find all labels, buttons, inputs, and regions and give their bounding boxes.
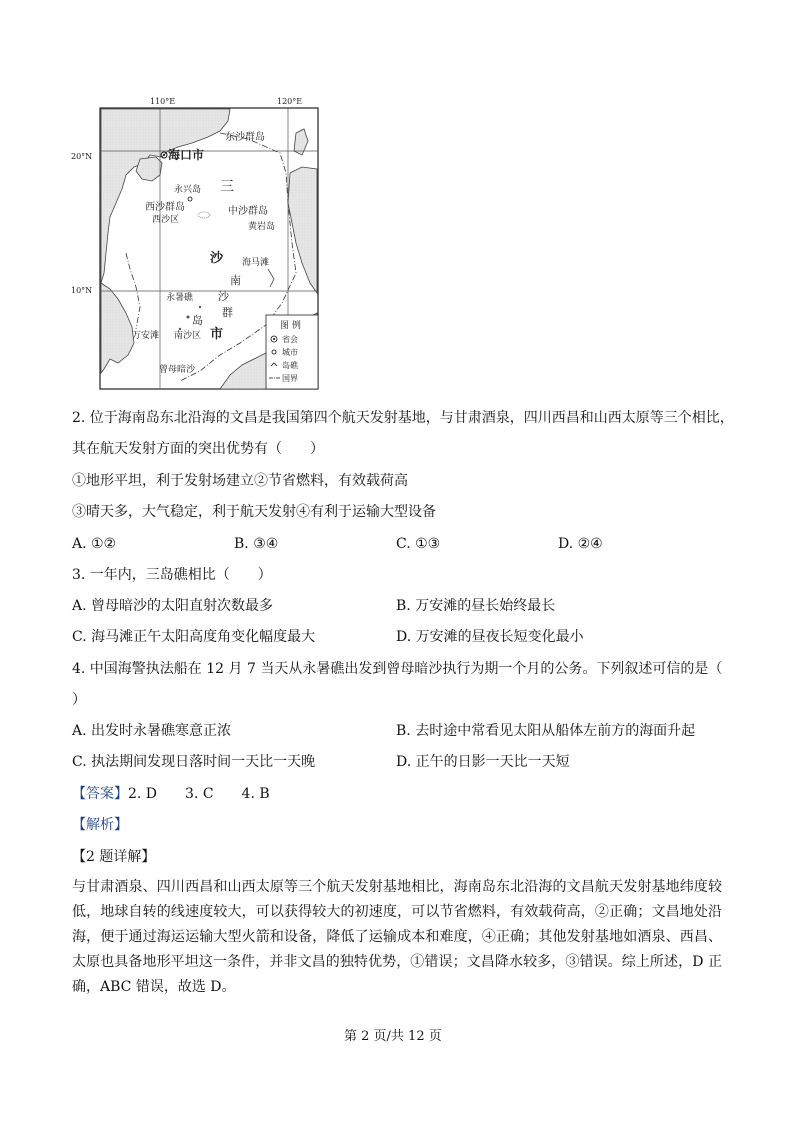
yongshu-label: 永暑礁 xyxy=(166,293,194,303)
legend-reef: 岛礁 xyxy=(282,361,298,370)
q4-choice-d[interactable]: D. 正午的日影一天比一天短 xyxy=(396,754,570,770)
legend-capital: 省会 xyxy=(282,335,298,344)
haima-label: 海马滩 xyxy=(242,258,270,268)
reef-icon xyxy=(179,328,181,330)
q4-choice-b[interactable]: B. 去时途中常看见太阳从船体左前方的海面升起 xyxy=(396,723,696,739)
zengmu-label: 曾母暗沙 xyxy=(159,365,196,375)
legend-border: 国界 xyxy=(282,374,298,383)
legend-city: 城市 xyxy=(282,348,298,357)
yongxing-label: 永兴岛 xyxy=(174,185,202,195)
city-char-3: 南 xyxy=(230,274,241,287)
lat-label-20: 20°N xyxy=(71,152,93,161)
q4-choice-c[interactable]: C. 执法期间发现日落时间一天比一天晚 xyxy=(72,754,316,770)
city-char-5: 群 xyxy=(222,306,233,319)
nansha-district-label: 南沙区 xyxy=(174,331,202,341)
q2-line2: 其在航天发射方面的突出优势有（ ） xyxy=(72,441,324,457)
q2-explanation-paragraph: 与甘肃酒泉、四川西昌和山西太原等三个航天发射基地相比，海南岛东北沿海的文昌航天发射基地纬度较低，地球自转的线速度较大，可以获得较大的初速度，可以节省燃料，有效载荷高，②正确；文昌地处沿海，便于通过海运运输大型火箭和设备，降低了运输成本和难度，④正确；其他发射基地如酒泉、西昌、太原也具备地形平坦这一条件，并非文昌的独特优势，①错误；文昌降水较多，③错误。综上所述，D 正确，ABC 错误，故选 D。 xyxy=(72,879,722,995)
city-char-7: 市 xyxy=(210,327,224,342)
xisha-district-label: 西沙区 xyxy=(152,215,180,225)
city-char-6: 岛 xyxy=(192,314,203,327)
q3-choice-a[interactable]: A. 曾母暗沙的太阳直射次数最多 xyxy=(72,598,274,614)
haikou-label: 海口市 xyxy=(168,148,205,162)
q4-choice-a[interactable]: A. 出发时永暑礁寒意正浓 xyxy=(72,723,232,739)
q2-option-line1: ①地形平坦，利于发射场建立②节省燃料，有效载荷高 xyxy=(72,473,408,489)
reef-icon xyxy=(187,316,190,319)
q4-line1: 4. 中国海警执法船在 12 月 7 当天从永暑礁出发到曾母暗沙执行为期一个月的公务。下列叙述可信的是（ xyxy=(72,661,723,677)
reef-icon xyxy=(199,306,201,308)
south-china-sea-map xyxy=(70,93,330,393)
analysis-label: 【解析】 xyxy=(72,817,128,833)
zhongsha-label: 中沙群岛 xyxy=(228,206,268,217)
dongsha-label: 东沙群岛 xyxy=(225,132,265,143)
map-svg xyxy=(70,93,330,393)
q3-stem: 3. 一年内，三岛礁相比（ ） xyxy=(72,567,272,583)
answer-row xyxy=(72,784,270,804)
q3-choice-c[interactable]: C. 海马滩正午太阳高度角变化幅度最大 xyxy=(72,629,316,645)
q2-detail-label: 【2 题详解】 xyxy=(72,849,156,865)
q2-line1: 2. 位于海南岛东北沿海的文昌是我国第四个航天发射基地，与甘肃酒泉，四川西昌和山西太原等三个相比， xyxy=(72,410,734,426)
page-footer: 第 2 页/共 12 页 xyxy=(344,1029,442,1044)
q2-choice-c[interactable]: C. ①③ xyxy=(396,536,441,552)
answer-values: 2. D 3. C 4. B xyxy=(128,786,270,802)
lon-label-120: 120°E xyxy=(277,97,303,106)
xisha-islands-label: 西沙群岛 xyxy=(145,202,185,213)
city-char-1: 三 xyxy=(220,179,234,195)
lat-label-10: 10°N xyxy=(71,286,93,295)
q3-choice-b[interactable]: B. 万安滩的昼长始终最长 xyxy=(396,598,556,614)
city-char-4: 沙 xyxy=(218,290,229,303)
huangyan-label: 黄岩岛 xyxy=(248,222,276,232)
wanan-label: 万安滩 xyxy=(132,331,160,341)
q2-choice-a[interactable]: A. ①② xyxy=(72,536,117,552)
answer-label: 【答案】 xyxy=(72,786,128,802)
q4-line2: ） xyxy=(72,692,86,708)
q2-choice-b[interactable]: B. ③④ xyxy=(234,536,279,552)
q2-option-line2: ③晴天多，大气稳定，利于航天发射④有利于运输大型设备 xyxy=(72,504,436,520)
lon-label-110: 110°E xyxy=(150,97,176,106)
q3-choice-d[interactable]: D. 万安滩的昼夜长短变化最小 xyxy=(396,629,584,645)
city-char-2: 沙 xyxy=(210,251,224,266)
legend-title: 图 例 xyxy=(280,321,301,331)
q2-choice-d[interactable]: D. ②④ xyxy=(558,536,603,552)
